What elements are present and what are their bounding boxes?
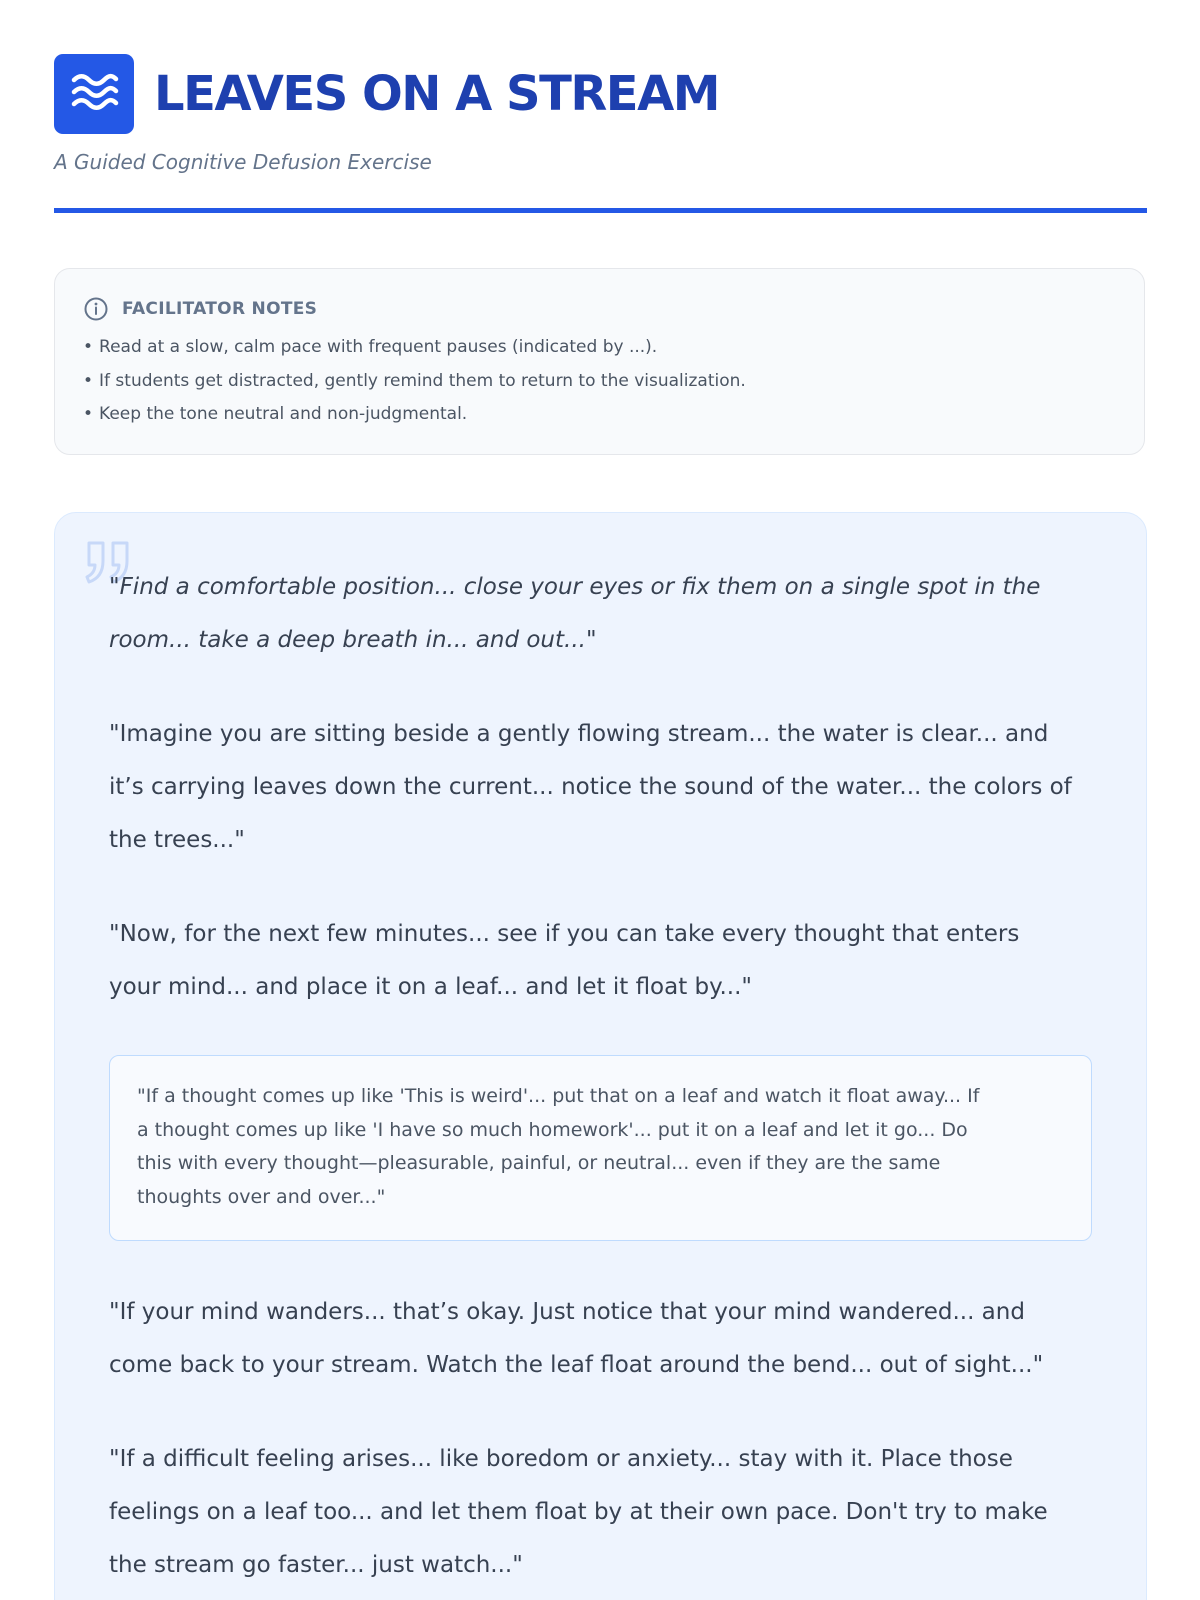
facilitator-notes-title: FACILITATOR NOTES [122,299,318,319]
page [54,0,1147,1600]
script-line: come back to your stream. Watch the leaf float around the bend... out of sight..." [109,1352,1044,1378]
list-item: • Read at a slow, calm pace with frequent pauses (indicated by ...). [83,337,658,357]
facilitator-notes-box [54,268,1145,455]
script-line: "Now, for the next few minutes... see if you can take every thought that enters [109,921,1020,947]
script-line: "Find a comfortable position... close your eyes or fix them on a single spot in the [109,574,1041,600]
script-paragraph [109,708,1109,867]
page-title: LEAVES ON A STREAM [154,66,720,122]
script-paragraph [109,1433,1109,1592]
script-paragraph [109,908,1109,1014]
script-body [109,561,1109,1600]
header-divider [54,208,1147,213]
script-line: "If a difficult feeling arises... like boredom or anxiety... stay with it. Place those [109,1446,1013,1472]
info-icon [83,296,109,322]
script-paragraph [109,1286,1109,1392]
script-line: feelings on a leaf too... and let them float by at their own pace. Don't try to make [109,1499,1048,1525]
header [54,54,1147,214]
list-item: • Keep the tone neutral and non-judgmental. [83,404,468,424]
script-line: your mind... and place it on a leaf... and let it float by..." [109,974,753,1000]
script-line: "If your mind wanders... that’s okay. Just notice that your mind wandered... and [109,1299,1025,1325]
inset-paragraph [137,1080,1065,1214]
note-text: Read at a slow, calm pace with frequent pauses (indicated by ...). [99,337,658,357]
note-text: If students get distracted, gently remind them to return to the visualization. [99,370,746,391]
script-box [54,512,1147,1600]
script-line: room... take a deep breath in... and out..." [109,627,597,653]
inset-line: "If a thought comes up like 'This is weird'... put that on a leaf and watch it float away... If [137,1085,980,1107]
inset-line: thoughts over and over..." [137,1185,386,1208]
inset-line: a thought comes up like 'I have so much homework'... put it on a leaf and let it go... Do [137,1118,968,1141]
script-inset-box [109,1055,1092,1241]
page-subtitle: A Guided Cognitive Defusion Exercise [54,150,432,174]
script-line: the stream go faster... just watch..." [109,1552,523,1578]
note-text: Keep the tone neutral and non-judgmental. [99,404,468,424]
facilitator-notes-list [83,331,1116,432]
script-line: the trees..." [109,827,245,853]
waves-icon [54,54,134,134]
list-item: • If students get distracted, gently remind them to return to the visualization. [83,370,746,391]
script-line: "Imagine you are sitting beside a gently flowing stream... the water is clear... and [109,721,1049,747]
facilitator-notes-header [83,295,1116,323]
inset-line: this with every thought—pleasurable, painful, or neutral... even if they are the same [137,1152,941,1174]
script-line: it’s carrying leaves down the current... notice the sound of the water... the colors of [109,774,1072,800]
script-paragraph [109,561,1109,667]
